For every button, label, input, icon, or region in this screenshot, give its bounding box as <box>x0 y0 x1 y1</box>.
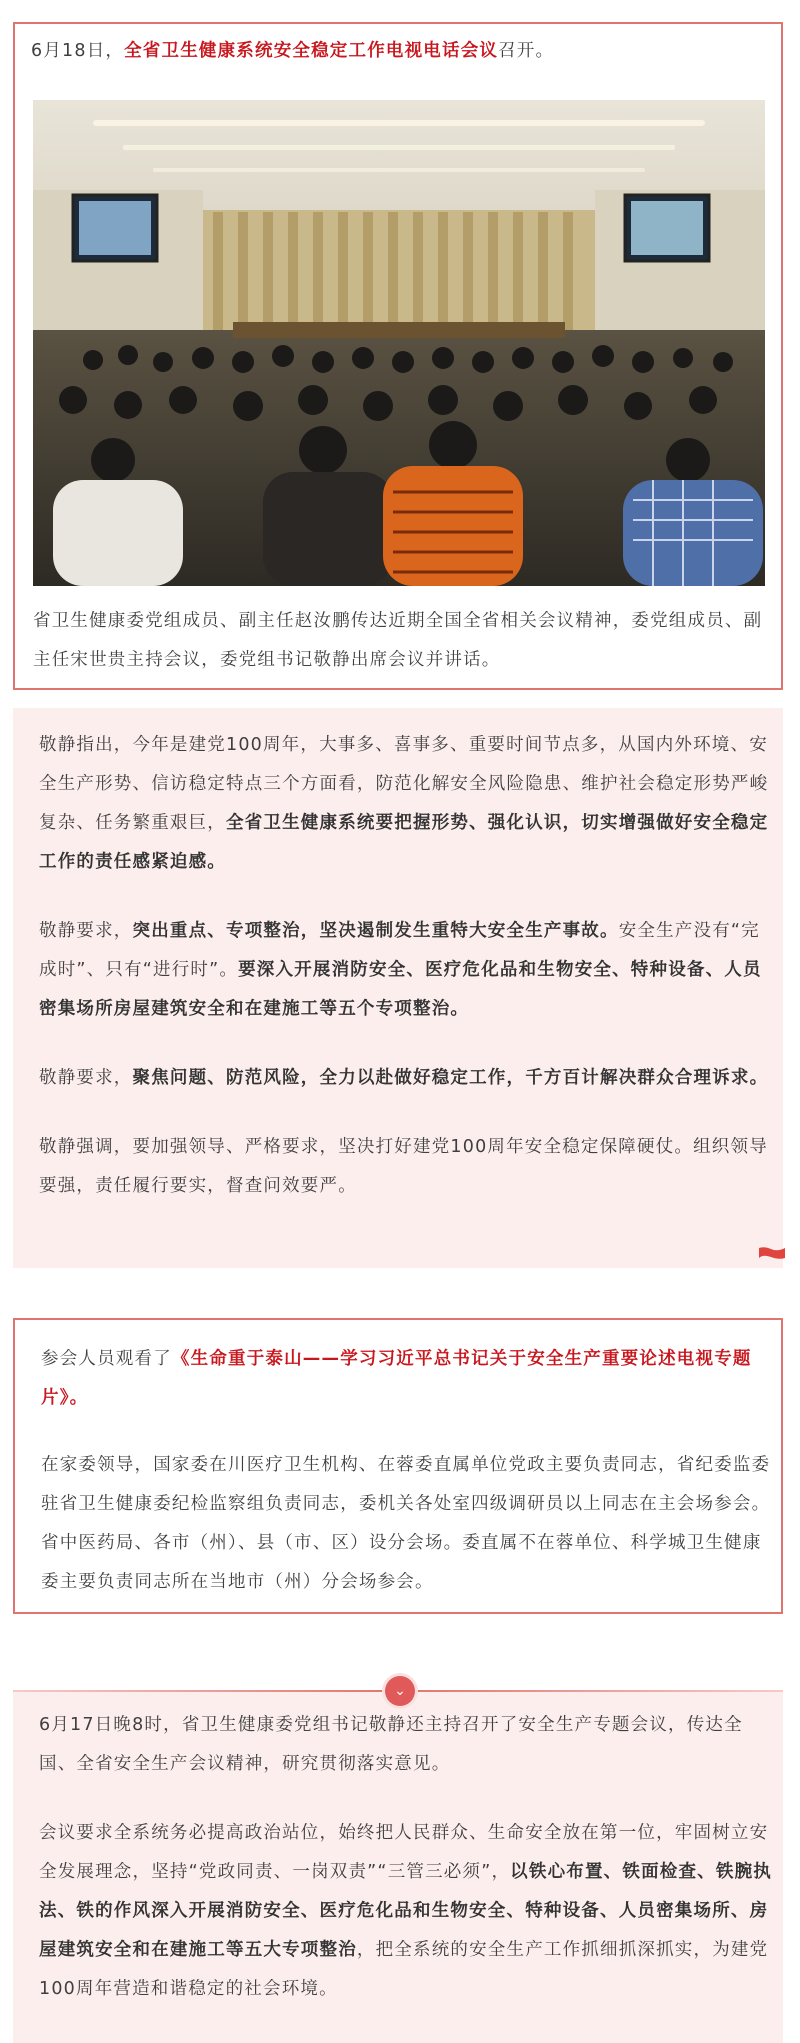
section-speech <box>13 708 783 1268</box>
film-title: 《生命重于泰山——学习习近平总书记关于安全生产重要论述电视专题片》。 <box>41 1349 752 1408</box>
speech-p1-emphasis: 全省卫生健康系统要把握形势、强化认识，切实增强做好安全稳定工作的责任感紧迫感。 <box>39 813 769 872</box>
speech-paragraph-1 <box>39 726 773 882</box>
section-meeting-intro <box>13 22 783 690</box>
speech-p2-lead: 敬静要求， <box>39 921 133 941</box>
intro-suffix: 召开。 <box>498 41 555 61</box>
intro-date: 6月18日， <box>31 41 125 61</box>
safety-paragraph-1: 6月17日晚8时，省卫生健康委党组书记敬静还主持召开了安全生产专题会议，传达全国、全省安全生产会议精神，研究贯彻落实意见。 <box>39 1715 743 1774</box>
meeting-name: 全省卫生健康系统安全稳定工作电视电话会议 <box>124 41 499 61</box>
meeting-photo <box>33 100 765 586</box>
section-attendees <box>13 1318 783 1614</box>
photo-caption: 省卫生健康委党组成员、副主任赵汝鹏传达近期全国全省相关会议精神，委党组成员、副主任宋世贵主持会议，委党组书记敬静出席会议并讲话。 <box>33 611 763 670</box>
flag-icon <box>759 1246 785 1260</box>
speech-p2-emphasis-2: 要深入开展消防安全、医疗危化品和生物安全、特种设备、人员密集场所房屋建筑安全和在建施工等五个专项整治。 <box>39 960 762 1019</box>
safety-p2-tail: ，把全系统的安全生产工作抓细抓深抓实，为建党100周年营造和谐稳定的社会环境。 <box>39 1940 769 1999</box>
safety-p2-emphasis: 以铁心布置、铁面检查、铁腕执法、铁的作风深入开展消防安全、医疗危化品和生物安全、特种设备、人员密集场所、房屋建筑安全和在建施工等五大专项整治 <box>39 1862 772 1960</box>
speech-p1-text: 敬静指出，今年是建党100周年，大事多、喜事多、重要时间节点多，从国内外环境、安全生产形势、信访稳定特点三个方面看，防范化解安全风险隐患、维护社会稳定形势严峻复杂、任务繁重艰巨， <box>39 735 769 833</box>
section-safety-meeting <box>13 1692 783 2043</box>
safety-paragraph-2 <box>39 1814 773 2009</box>
intro-line <box>31 32 771 71</box>
chevron-down-icon: ⌄ <box>385 1676 415 1706</box>
speech-p3-lead: 敬静要求， <box>39 1068 133 1088</box>
attendees-paragraph: 在家委领导，国家委在川医疗卫生机构、在蓉委直属单位党政主要负责同志，省纪委监委驻省卫生健康委纪检监察组负责同志，委机关各处室四级调研员以上同志在主会场参会。省中医药局、各市（州）、县（市、区）设分会场。委直属不在蓉单位、科学城卫生健康委主要负责同志所在当地市（州）分会场参会。 <box>41 1455 771 1592</box>
safety-p2-text: 会议要求全系统务必提高政治站位，始终把人民群众、生命安全放在第一位，牢固树立安全发展理念，坚持“党政同责、一岗双责”“三管三必须”， <box>39 1823 769 1882</box>
speech-p2-emphasis-1: 突出重点、专项整治，坚决遏制发生重特大安全生产事故。 <box>132 921 619 941</box>
speech-paragraph-3 <box>39 1059 773 1098</box>
speech-paragraph-2 <box>39 912 773 1029</box>
speech-paragraph-4: 敬静强调，要加强领导、严格要求，坚决打好建党100周年安全稳定保障硬仗。组织领导要强，责任履行要实，督查问效要严。 <box>39 1137 768 1196</box>
speech-p2-text: 安全生产没有“完成时”、只有“进行时”。 <box>39 921 760 980</box>
film-paragraph <box>41 1340 771 1418</box>
speech-p3-emphasis: 聚焦问题、防范风险，全力以赴做好稳定工作，千方百计解决群众合理诉求。 <box>132 1068 769 1088</box>
film-lead: 参会人员观看了 <box>41 1349 172 1369</box>
